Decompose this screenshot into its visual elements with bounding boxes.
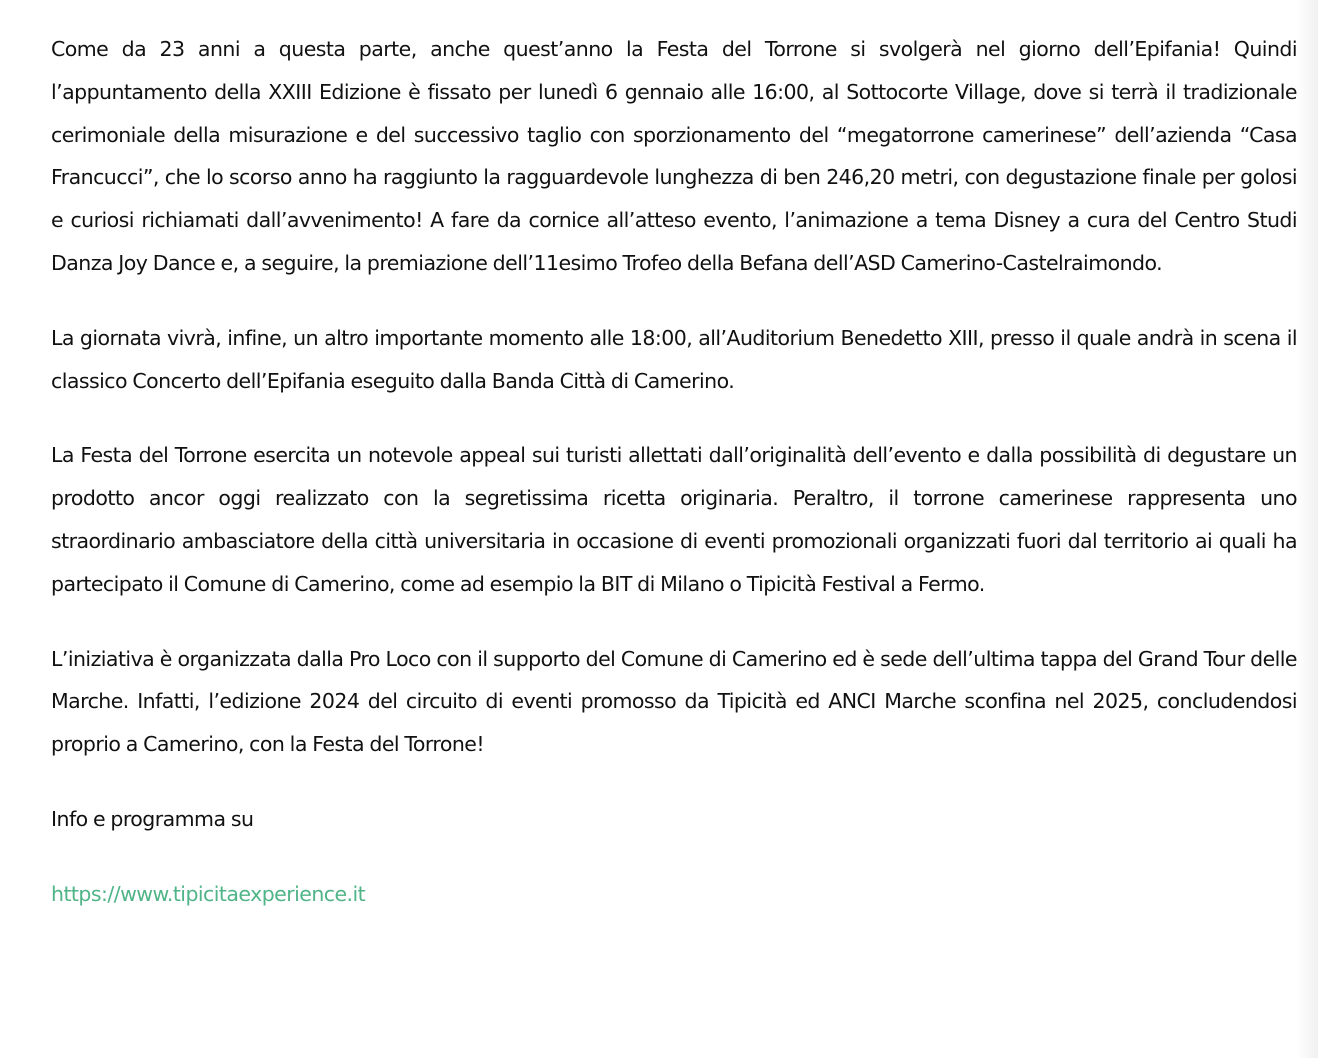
- paragraph-evening-concert: La giornata vivrà, infine, un altro importante momento alle 18:00, all’Auditorium Benedetto XIII, presso il quale andrà in scena il classico Concerto dell’Epifania eseguito dalla Banda Città di Camerino.: [51, 325, 1297, 393]
- tipicita-experience-link[interactable]: https://www.tipicitaexperience.it: [51, 881, 366, 906]
- paragraph-info: Info e programma su: [51, 806, 254, 831]
- page-edge-shadow: [1296, 0, 1318, 1058]
- paragraph-organization: L’iniziativa è organizzata dalla Pro Loco con il supporto del Comune di Camerino ed è sede dell’ultima tappa del Grand Tour delle Marche. Infatti, l’edizione 2024 del circuito di eventi promosso da Tipicità ed ANCI Marche sconfina nel 2025, concludendosi proprio a Camerino, con la Festa del Torrone!: [51, 646, 1297, 757]
- paragraph-event-intro: Come da 23 anni a questa parte, anche quest’anno la Festa del Torrone si svolgerà nel giorno dell’Epifania! Quindi l’appuntamento della XXIII Edizione è fissato per lunedì 6 gennaio alle 16:00, al Sottocorte Village, dove si terrà il tradizionale cerimoniale della misurazione e del successivo taglio con sporzionamento del “megatorrone camerinese” dell’azienda “Casa Francucci”, che lo scorso anno ha raggiunto la ragguardevole lunghezza di ben 246,20 metri, con degustazione finale per golosi e curiosi richiamati dall’avvenimento! A fare da cornice all’atteso evento, l’animazione a tema Disney a cura del Centro Studi Danza Joy Dance e, a seguire, la premiazione dell’11esimo Trofeo della Befana dell’ASD Camerino-Castelraimondo.: [51, 37, 1297, 275]
- paragraph-tourist-appeal: La Festa del Torrone esercita un notevole appeal sui turisti allettati dall’originalità dell’evento e dalla possibilità di degustare un prodotto ancor oggi realizzato con la segretissima ricetta originaria. Peraltro, il torrone camerinese rappresenta uno straordinario ambasciatore della città universitaria in occasione di eventi promozionali organizzati fuori dal territorio ai quali ha partecipato il Comune di Camerino, come ad esempio la BIT di Milano o Tipicità Festival a Fermo.: [51, 443, 1297, 596]
- article-body: [51, 28, 1297, 916]
